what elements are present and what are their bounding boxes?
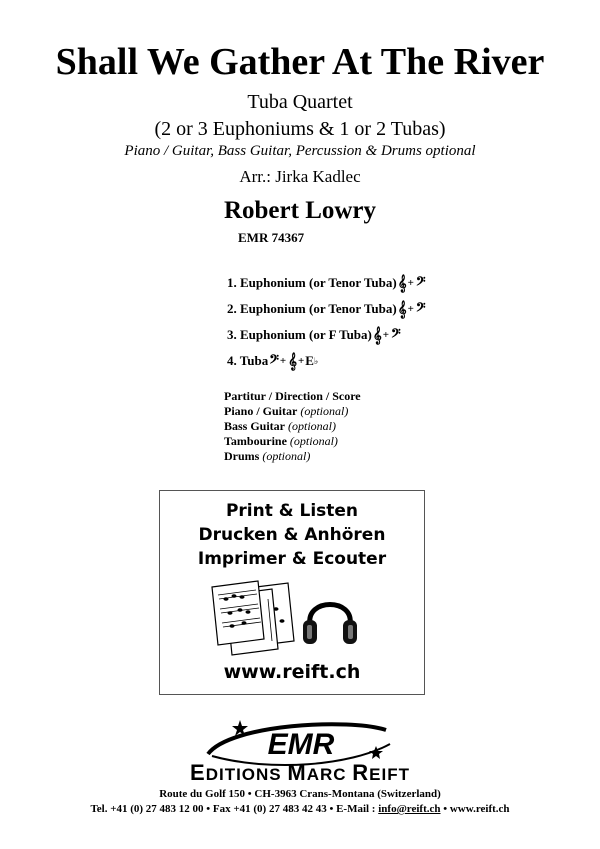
headphones-icon: [300, 588, 360, 650]
bass-clef-icon: 𝄢: [415, 300, 426, 318]
part-3: [227, 322, 426, 348]
treble-clef-icon: 𝄞: [397, 274, 407, 292]
optional-instruments: Piano / Guitar, Bass Guitar, Percussion & Drums optional: [124, 143, 476, 159]
emr-logo-tagline: EDITIONS MARC REIFT: [190, 760, 410, 785]
sheet-music-icon: [210, 579, 295, 659]
parts-list: [227, 270, 426, 374]
part-label: 1. Euphonium (or Tenor Tuba): [227, 275, 397, 290]
plus-sign: +: [407, 277, 414, 289]
bass-clef-icon: 𝄢: [391, 326, 401, 344]
part-1: [227, 270, 426, 296]
instrumentation: (2 or 3 Euphoniums & 1 or 2 Tubas): [154, 118, 446, 140]
promo-url: www.reift.ch: [223, 661, 361, 683]
publisher-address: Route du Golf 150 • CH-3963 Crans-Montana (Switzerland): [159, 788, 441, 800]
contents-item: Drums (optional): [224, 449, 311, 463]
contents-item: Partitur / Direction / Score: [224, 389, 361, 403]
contents-item: Bass Guitar (optional): [224, 419, 337, 433]
contents-item: Piano / Guitar (optional): [224, 404, 349, 418]
bass-clef-icon: 𝄢: [415, 274, 426, 292]
email-link[interactable]: info@reift.ch: [378, 803, 441, 815]
composer: Robert Lowry: [223, 197, 377, 224]
subtitle: Tuba Quartet: [247, 91, 353, 113]
plus-sign: +: [382, 329, 390, 341]
part-label: 2. Euphonium (or Tenor Tuba): [227, 301, 397, 316]
plus-sign: +: [279, 355, 287, 367]
treble-clef-icon: 𝄞: [372, 326, 382, 344]
catalog-number: EMR 74367: [238, 230, 305, 245]
contents-item: Tambourine (optional): [224, 434, 338, 448]
page-title: Shall We Gather At The River: [55, 41, 545, 83]
contents-list: [224, 389, 361, 464]
promo-line-en: Print & Listen: [225, 501, 359, 521]
plus-sign: +: [298, 355, 305, 367]
part-label: 4. Tuba: [227, 353, 269, 368]
promo-line-de: Drucken & Anhören: [198, 525, 386, 545]
part-label: 3. Euphonium (or F Tuba): [227, 327, 372, 342]
treble-clef-icon: 𝄞: [288, 352, 298, 370]
part-4: [227, 348, 426, 374]
contact-website: • www.reift.ch: [440, 803, 510, 815]
bass-clef-icon: 𝄢: [269, 352, 279, 370]
treble-clef-icon: 𝄞: [397, 300, 407, 318]
arranger: Arr.: Jirka Kadlec: [239, 167, 361, 186]
publisher-contact: [0, 802, 600, 816]
emr-logo: [150, 716, 450, 786]
emr-logo-mark: EMR: [267, 728, 335, 761]
promo-line-fr: Imprimer & Ecouter: [197, 549, 387, 569]
part-2: [227, 296, 426, 322]
plus-sign: +: [407, 303, 414, 315]
contact-phones: Tel. +41 (0) 27 483 12 00 • Fax +41 (0) 27 483 42 43 • E-Mail :: [90, 803, 379, 815]
eb-key: E: [305, 353, 314, 368]
flat-icon: ♭: [313, 356, 319, 366]
print-listen-box: [159, 490, 425, 695]
